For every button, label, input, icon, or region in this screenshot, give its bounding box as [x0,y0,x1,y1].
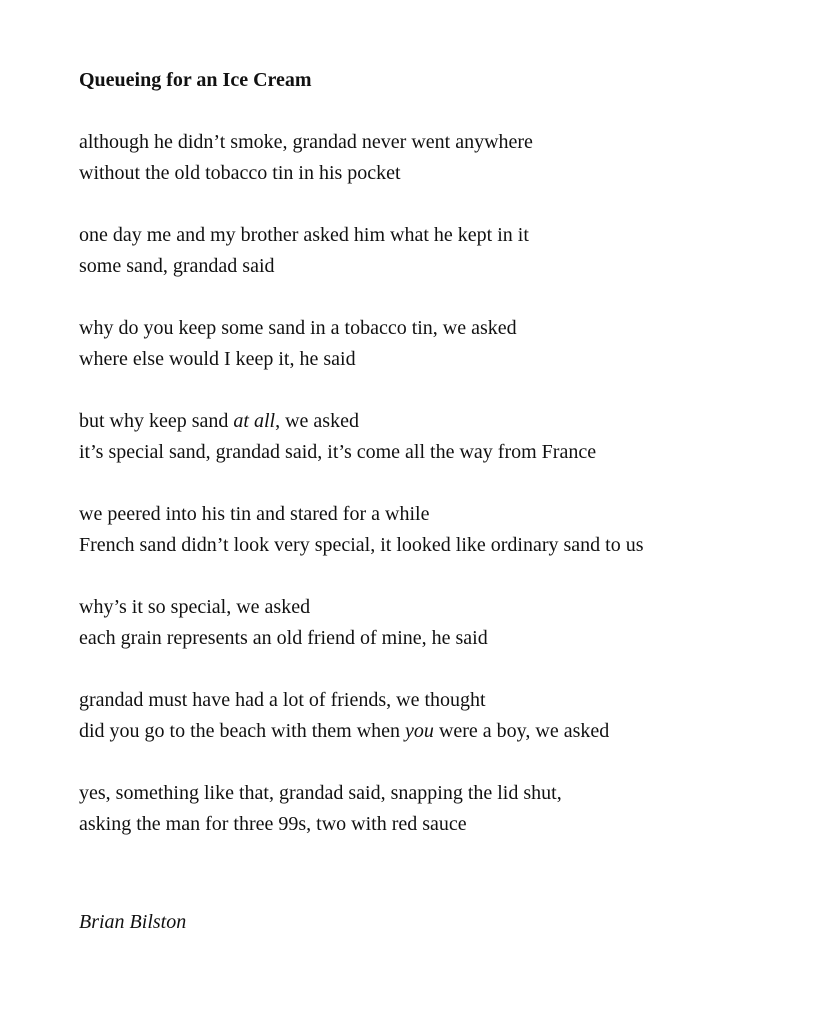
poem-line [79,344,799,375]
poem-line [79,530,799,561]
poem-line [79,685,799,716]
poem-line-text: why do you keep some sand in a tobacco tin, we asked [79,317,517,339]
poem-stanza [79,406,799,468]
poem-line-text: did you go to the beach with them when [79,720,406,742]
poem-line-text: one day me and my brother asked him what he kept in it [79,224,529,246]
poem-line [79,313,799,344]
poem-line-text: were a boy, we asked [433,720,610,742]
poem-line-text: yes, something like that, grandad said, snapping the lid shut, [79,782,562,804]
poem-line-text: although he didn’t smoke, grandad never went anywhere [79,131,533,153]
poem-line [79,127,799,158]
poem-line-text: why’s it so special, we asked [79,596,311,618]
poem-line-text: asking the man for three 99s, two with red sauce [79,813,467,835]
poem-line-text: where else would I keep it, he said [79,348,356,370]
poem-line [79,716,799,747]
poem-stanza [79,592,799,654]
poem-line-text: French sand didn’t look very special, it looked like ordinary sand to us [79,534,644,556]
poem-line [79,623,799,654]
poem-line-emphasis: at all [233,410,276,432]
poem-line-emphasis: you [405,720,434,742]
poem-stanza [79,313,799,375]
poem-line-text: some sand, grandad said [79,255,275,277]
poem-line-text: without the old tobacco tin in his pocket [79,162,401,184]
poem-line-text: it’s special sand, grandad said, it’s come all the way from France [79,441,597,463]
poem-line [79,437,799,468]
poem-line-text: but why keep sand [79,410,234,432]
poem-page [79,66,799,871]
poem-stanza [79,685,799,747]
poem-line-text: , we asked [275,410,359,432]
poem-line [79,251,799,282]
poem-line-text: grandad must have had a lot of friends, we thought [79,689,486,711]
poem-line [79,499,799,530]
poem-line [79,778,799,809]
poem-line [79,406,799,437]
poem-line [79,220,799,251]
poem-line [79,592,799,623]
poem-stanza [79,220,799,282]
poem-line [79,158,799,189]
poem-title: Queueing for an Ice Cream [79,69,312,91]
poem-stanza [79,499,799,561]
poem-stanza [79,127,799,189]
poem-line-text: we peered into his tin and stared for a while [79,503,430,525]
poem-line-text: each grain represents an old friend of mine, he said [79,627,488,649]
poem-line [79,809,799,840]
poem-body [79,127,799,840]
poem-stanza [79,778,799,840]
poem-author: Brian Bilston [79,911,187,933]
